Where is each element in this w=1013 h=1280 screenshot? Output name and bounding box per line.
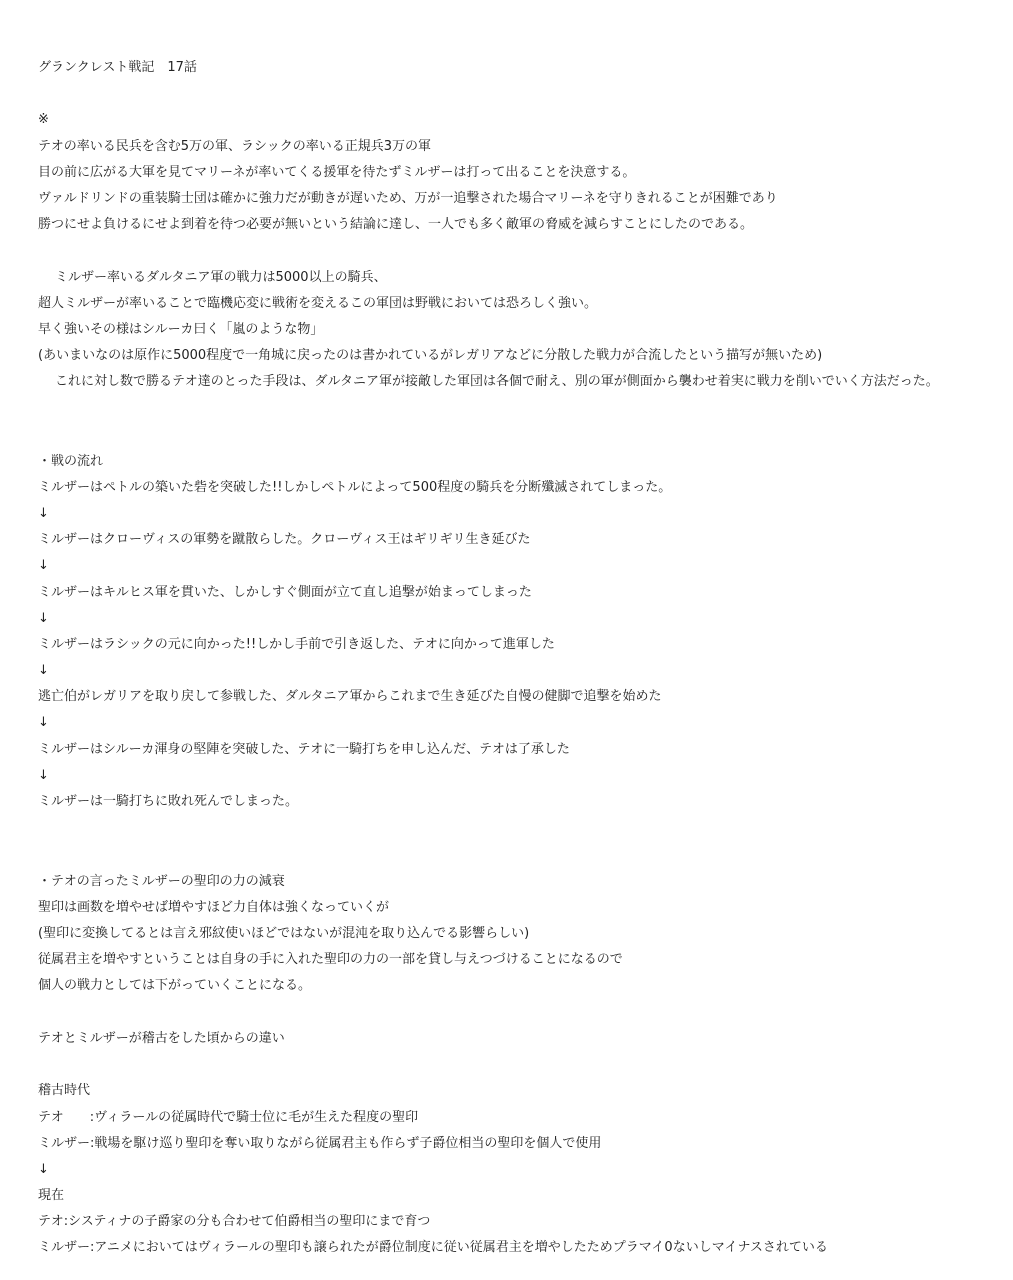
comparison-heading: テオとミルザーが稽古をした頃からの違い [38, 1031, 285, 1046]
flow-arrow: ↓ [38, 768, 49, 783]
strength-line: これに対し数で勝るテオ達のとった手段は、ダルタニア軍が接敵した軍団は各個で耐え、別の軍が側面から襲わせ着実に戦力を削いでいく方法だった。 [55, 374, 939, 389]
decline-line: 従属君主を増やすということは自身の手に入れた聖印の力の一部を貸し与えつづけることになるので [38, 952, 623, 967]
decline-line: 個人の戦力としては下がっていくことになる。 [38, 978, 312, 993]
strength-line: (あいまいなのは原作に5000程度で一角城に戻ったのは書かれているがレガリアなどに分散した戦力が合流したという描写が無いため) [38, 348, 823, 363]
flow-arrow: ↓ [38, 663, 49, 678]
flow-step: ミルザーはラシックの元に向かった!!しかし手前で引き返した、テオに向かって進軍した [38, 637, 555, 652]
flow-step: 逃亡伯がレガリアを取り戻して参戦した、ダルタニア軍からこれまで生き延びた自慢の健脚で追撃を始めた [38, 689, 662, 704]
comparison-line: ミルザー:アニメにおいてはヴィラールの聖印も譲られたが爵位制度に従い従属君主を増やしたためプラマイ0ないしマイナスされている [38, 1240, 828, 1255]
flow-step: ミルザーはキルヒス軍を貫いた、しかしすぐ側面が立て直し追撃が始まってしまった [38, 585, 532, 600]
strength-line: 早く強いその様はシルーカ曰く「嵐のような物」 [38, 322, 324, 337]
doc-title: グランクレスト戦記 17話 [38, 60, 197, 75]
flow-arrow: ↓ [38, 715, 49, 730]
note-mark: ※ [38, 112, 49, 127]
flow-step: ミルザーはシルーカ渾身の堅陣を突破した、テオに一騎打ちを申し込んだ、テオは了承した [38, 742, 570, 757]
intro-line: 勝つにせよ負けるにせよ到着を待つ必要が無いという結論に達し、一人でも多く敵軍の脅威を減らすことにしたのである。 [38, 217, 754, 232]
decline-line: 聖印は画数を増やせば増やすほど力自体は強くなっていくが [38, 900, 390, 915]
era-label: 現在 [38, 1188, 65, 1203]
decline-line: (聖印に変換してるとは言え邪紋使いほどではないが混沌を取り込んでる影響らしい) [38, 926, 530, 941]
decline-heading: ・テオの言ったミルザーの聖印の力の減衰 [38, 874, 285, 889]
flow-arrow: ↓ [38, 506, 49, 521]
comparison-line: ミルザー:戦場を駆け巡り聖印を奪い取りながら従属君主も作らず子爵位相当の聖印を個人で使用 [38, 1136, 602, 1151]
intro-line: テオの率いる民兵を含む5万の軍、ラシックの率いる正規兵3万の軍 [38, 139, 432, 154]
comparison-line: テオ :ヴィラールの従属時代で騎士位に毛が生えた程度の聖印 [38, 1110, 419, 1125]
intro-line: ヴァルドリンドの重装騎士団は確かに強力だが動きが遅いため、万が一追撃された場合マリーネを守りきれることが困難であり [38, 191, 778, 206]
flow-arrow: ↓ [38, 611, 49, 626]
comparison-line: テオ:システィナの子爵家の分も合わせて伯爵相当の聖印にまで育つ [38, 1214, 431, 1229]
intro-line: 目の前に広がる大軍を見てマリーネが率いてくる援軍を待たずミルザーは打って出ることを決意する。 [38, 165, 636, 180]
strength-line: 超人ミルザーが率いることで臨機応変に戦術を変えるこの軍団は野戦においては恐ろしく強い。 [38, 296, 598, 311]
flow-step: ミルザーはペトルの築いた砦を突破した!!しかしペトルによって500程度の騎兵を分断殲滅されてしまった。 [38, 480, 672, 495]
comparison-arrow: ↓ [38, 1162, 49, 1177]
strength-line: ミルザー率いるダルタニア軍の戦力は5000以上の騎兵、 [55, 270, 387, 285]
flow-step: ミルザーはクローヴィスの軍勢を蹴散らした。クローヴィス王はギリギリ生き延びた [38, 532, 531, 547]
flow-heading: ・戦の流れ [38, 454, 104, 469]
flow-step: ミルザーは一騎打ちに敗れ死んでしまった。 [38, 794, 299, 809]
flow-arrow: ↓ [38, 558, 49, 573]
era-label: 稽古時代 [38, 1083, 91, 1098]
